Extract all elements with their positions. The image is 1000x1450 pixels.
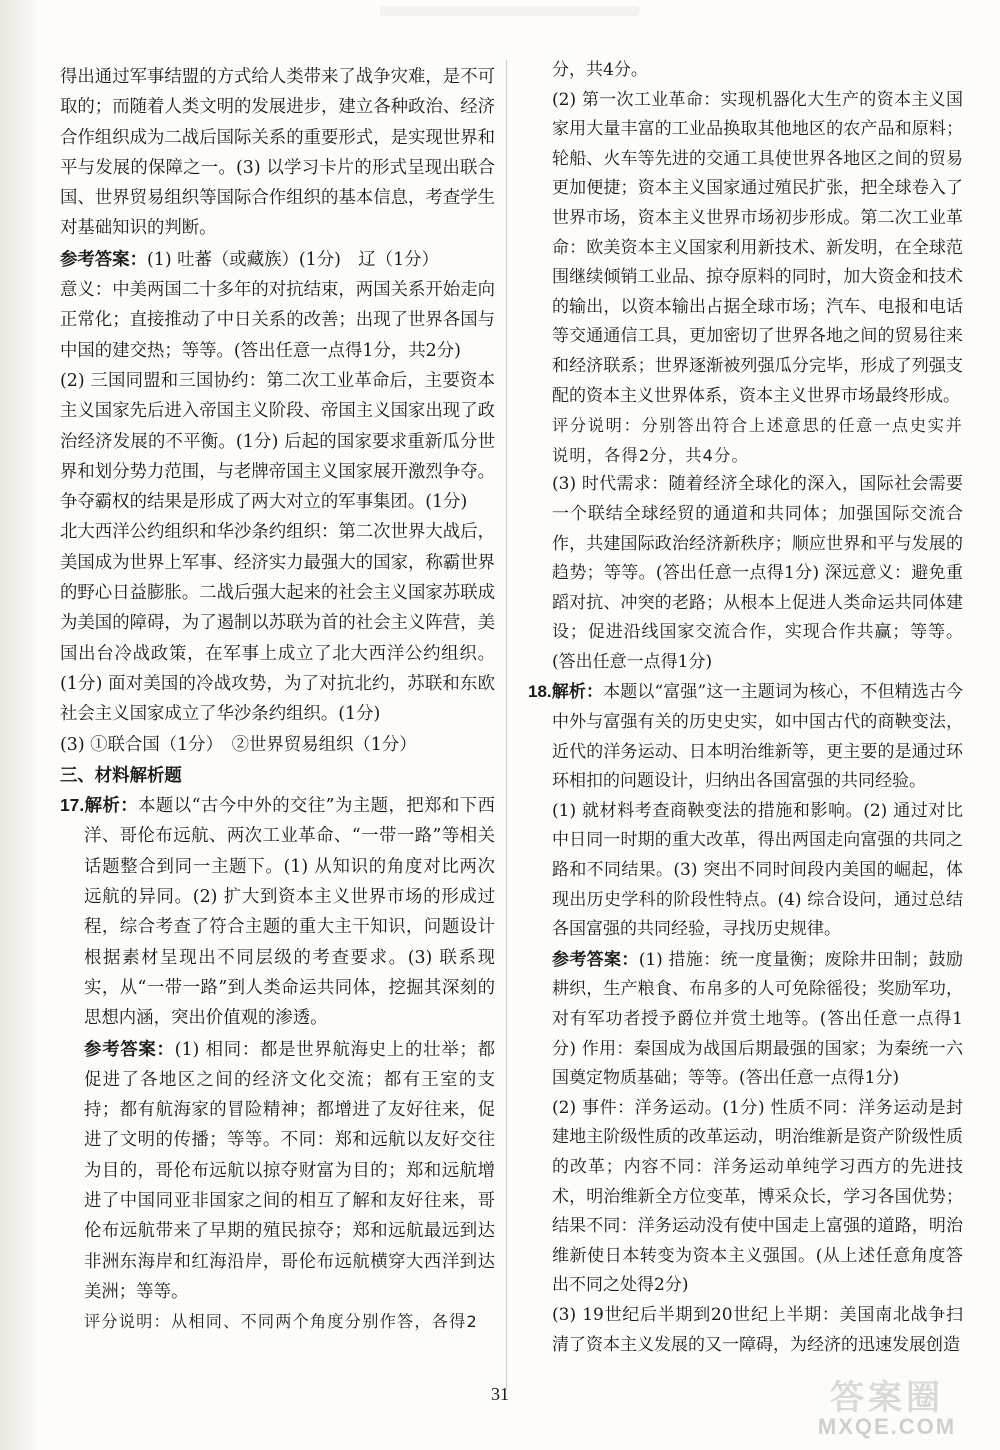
scoring-note: 评分说明：从相同、不同两个角度分别作答，各得2 <box>84 1312 479 1332</box>
left-column <box>60 62 495 1337</box>
q18-analysis-2: (1) 就材料考查商鞅变法的措施和影响。(2) 通过对比中日同一时期的重大改革，得出两国走向富强的共同之路和不同结果。(3) 突出不同时间段内美国的崛起，体现出历史学科的阶段性特点。(4) 综合设问，通过总结各国富强的共同经验，寻找历史规律。 <box>552 800 963 940</box>
q16-answer-meaning: 意义：中美两国二十多年的对抗结束，两国关系开始走向正常化；直接推动了中日关系的改善；出现了世界各国与中国的建交热；等等。(答出任意一点得1分，共2分) <box>60 280 495 361</box>
binding-shadow <box>0 0 40 1450</box>
answer-label: 参考答案： <box>552 949 639 969</box>
q16-answer-2: (2) 三国同盟和三国协约：第二次工业革命后，主要资本主义国家先后进入帝国主义阶段、帝国主义国家出现了政治经济发展的不平衡。(1分) 后起的国家要求重新瓜分世界和划分势力范围，与老牌帝国主义国家展开激烈争夺。争夺霸权的结果是形成了两大对立的军事集团。(1分) <box>60 370 495 513</box>
scoring-note: 评分说明：分别答出符合上述意思的任意一点史实并说明，各得2分，共4分。 <box>552 416 963 465</box>
question-number: 18. <box>528 682 552 702</box>
q17-answer-2: (2) 第一次工业革命：实现机器化大生产的资本主义国家用大量丰富的工业品换取其他地区的农产品和原料；轮船、火车等先进的交通工具使世界各地区之间的贸易更加便捷；资本主义国家通过殖民扩张，把全球卷入了世界市场，资本主义世界市场初步形成。第二次工业革命：欧美资本主义国家利用新技术、新发明，在全球范围继续倾销工业品、掠夺原料的同时，加大资金和技术的输出，以资本输出占据全球市场；汽车、电报和电话等交通通信工具，更加密切了世界各地之间的贸易往来和经济联系；世界逐渐被列强瓜分完毕，形成了列强支配的资本主义世界体系，资本主义世界市场最终形成。 <box>552 89 963 406</box>
q16-answer-2b: 北大西洋公约组织和华沙条约组织：第二次世界大战后，美国成为世界上军事、经济实力最强大的国家，称霸世界的野心日益膨胀。二战后强大起来的社会主义国家苏联成为美国的障碍，为了遏制以苏联为首的社会主义阵营，美国出台冷战政策，在军事上成立了北大西洋公约组织。(1分) 面对美国的冷战攻势，为了对抗北约，苏联和东欧社会主义国家成立了华沙条约组织。(1分) <box>60 522 495 725</box>
q17-answer-1: 参考答案：(1) 相同：都是世界航海史上的壮举；都促进了各地区之间的经济文化交流；都有王室的支持；都有航海家的冒险精神；都增进了友好往来，促进了文明的传播；等等。不同：郑和远航以友好交往为目的，哥伦布远航以掠夺财富为目的；郑和远航增进了中国同亚非国家之间的相互了解和友好往来，哥伦布远航带来了早期的殖民掠夺；郑和远航最远到达非洲东海岸和红海沿岸，哥伦布远航横穿大西洋到达美洲；等等。 <box>84 1038 495 1302</box>
answer-label: 参考答案： <box>60 248 147 269</box>
q18-answer-3: (3) 19世纪后半期到20世纪上半期：美国南北战争扫清了资本主义发展的又一障碍，为经济的迅速发展创造 <box>552 1304 963 1355</box>
right-column <box>528 56 963 1360</box>
q18-answer-2: (2) 事件：洋务运动。(1分) 性质不同：洋务运动是封建地主阶级性质的改革运动，明治维新是资产阶级性质的改革；内容不同：洋务运动单纯学习西方的先进技术，明治维新全方位变革，博采众长，学习各国优势；结果不同：洋务运动没有使中国走上富强的道路，明治维新使日本转变为资本主义强国。(从上述任意角度答出不同之处得2分) <box>552 1097 963 1296</box>
q16-answer-3: (3) ①联合国（1分） ②世界贸易组织（1分） <box>60 734 417 755</box>
q18-answer-1: 参考答案：(1) 措施：统一度量衡；废除井田制；鼓励耕织，生产粮食、布帛多的人可免除徭役；奖励军功，对有军功者授予爵位并赏土地等。(答出任意一点得1分) 作用：秦国成为战国后期最强的国家；为秦统一六国奠定物质基础；等等。(答出任意一点得1分) <box>552 949 964 1089</box>
watermark-site: MXQE.COM <box>817 1414 957 1439</box>
q17-analysis: 17.解析：本题以“古今中外的交往”为主题，把郑和下西洋、哥伦布远航、两次工业革命、“一带一路”等相关话题整合到同一主题下。(1) 从知识的角度对比两次远航的异同。(2) 扩大到资本主义世界市场的形成过程，综合考查了符合主题的重大主干知识，问题设计根据素材呈现出不同层级的考查要求。(3) 联系现实，从“一带一路”到人类命运共同体，挖掘其深刻的思想内涵，突出价值观的渗透。 <box>60 795 495 1029</box>
faint-header <box>380 6 640 16</box>
watermark-logo <box>792 1370 982 1444</box>
watermark-logo-text: 答案圈 <box>830 1378 944 1418</box>
answer-label: 参考答案： <box>84 1038 175 1059</box>
q18-analysis: 18.解析：本题以“富强”这一主题词为核心，不但精选古今中外与富强有关的历史史实，如中国古代的商鞅变法，近代的洋务运动、日本明治维新等，更主要的是通过环环相扣的问题设计，归纳出各国富强的共同经验。 <box>528 682 963 792</box>
q16-answer-1: 参考答案：(1) 吐蕃（或藏族）(1分) 辽（1分） <box>60 248 439 270</box>
column-divider <box>506 60 507 1390</box>
page-number: 31 <box>491 1384 509 1404</box>
section-title: 三、材料解析题 <box>60 764 182 785</box>
q17-answer-3: (3) 时代需求：随着经济全球化的深入，国际社会需要一个联结全球经贸的通道和共同体；加强国际交流合作，共建国际政治经济新秩序；顺应世界和平与发展的趋势；等等。(答出任意一点得1分) 深远意义：避免重蹈对抗、冲突的老路；从根本上促进人类命运共同体建设；促进沿线国家交流合作，实现合作共赢；等等。(答出任意一点得1分) <box>552 474 963 672</box>
continued-text: 分，共4分。 <box>552 60 648 80</box>
q16-analysis-continued: 得出通过军事结盟的方式给人类带来了战争灾难，是不可取的；而随着人类文明的发展进步，建立各种政治、经济合作组织成为二战后国际关系的重要形式，是实现世界和平与发展的保障之一。(3) 以学习卡片的形式呈现出联合国、世界贸易组织等国际合作组织的基本信息，考查学生对基础知识的判断。 <box>60 67 495 239</box>
question-number: 17. <box>60 795 85 816</box>
